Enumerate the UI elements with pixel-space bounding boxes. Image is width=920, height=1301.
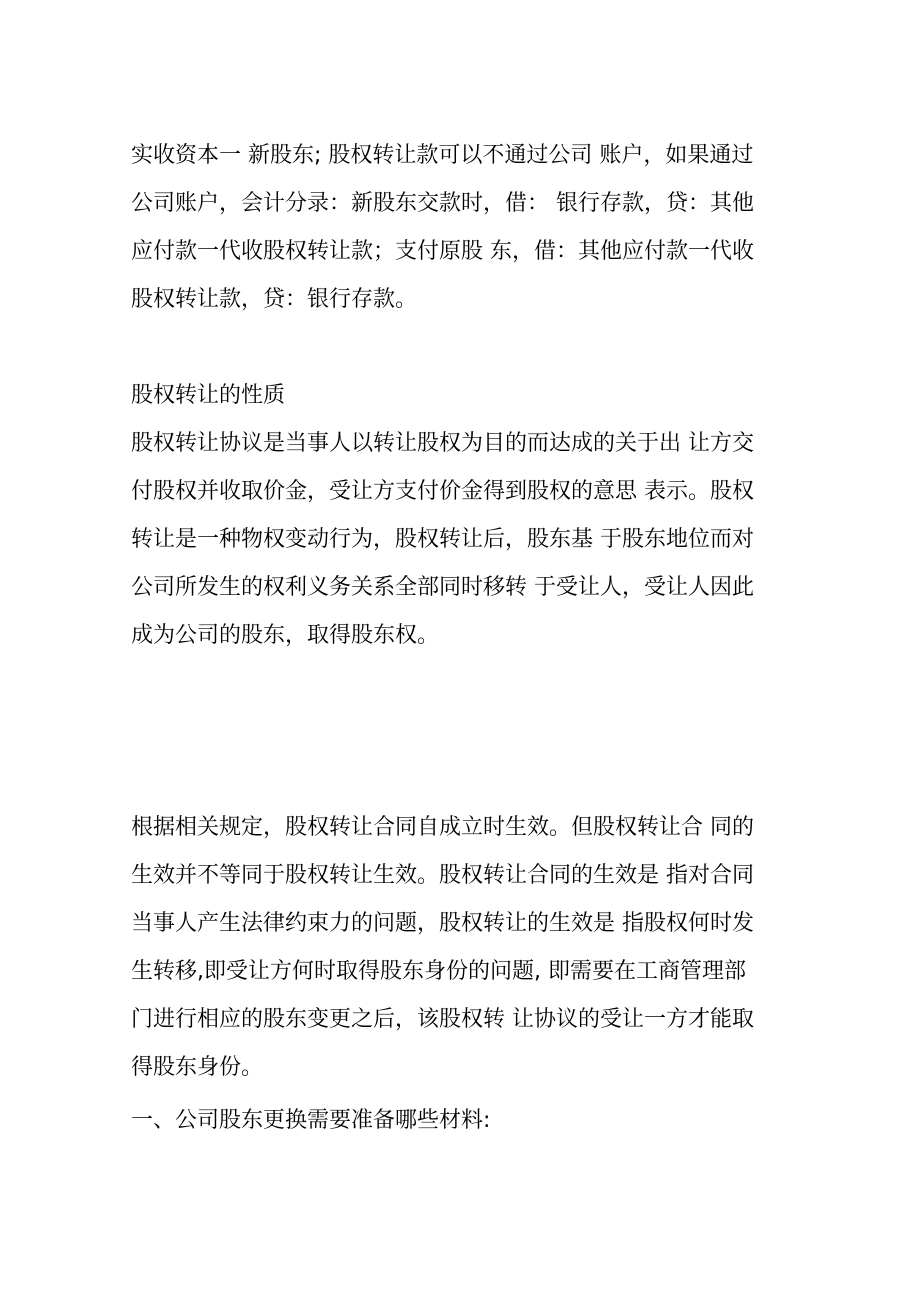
paragraph-2-line: 公司所发生的权利义务关系全部同时移转 于受让人，受让人因此: [131, 575, 754, 600]
paragraph-2-line: 转让是一种物权变动行为，股权转让后，股东基 于股东地位而对: [131, 527, 754, 552]
paragraph-1-line: 股权转让款，贷：银行存款。: [131, 287, 418, 312]
paragraph-2-line: 股权转让协议是当事人以转让股权为目的而达成的关于出 让方交: [131, 431, 754, 456]
paragraph-2-line: 成为公司的股东，取得股东权。: [131, 623, 440, 648]
paragraph-1-line: 应付款一代收股权转让款；支付原股 东，借：其他应付款一代收: [131, 239, 754, 264]
paragraph-1-line: 公司账户，会计分录：新股东交款时，借： 银行存款，贷：其他: [131, 191, 754, 216]
paragraph-3-line: 根据相关规定，股权转让合同自成立时生效。但股权转让合 同的: [131, 815, 754, 840]
section-heading-materials: 一、公司股东更换需要准备哪些材料:: [131, 1108, 491, 1133]
paragraph-3-line: 得股东身份。: [131, 1055, 264, 1080]
paragraph-3-line: 生效并不等同于股权转让生效。股权转让合同的生效是 指对合同: [131, 863, 754, 888]
paragraph-1-line: 实收资本一 新股东; 股权转让款可以不通过公司 账户，如果通过: [131, 143, 754, 168]
paragraph-3-line: 门进行相应的股东变更之后，该股权转 让协议的受让一方才能取: [131, 1007, 754, 1032]
paragraph-3-line: 生转移,即受让方何时取得股东身份的问题, 即需要在工商管理部: [131, 959, 746, 984]
paragraph-3-line: 当事人产生法律约束力的问题，股权转让的生效是 指股权何时发: [131, 911, 754, 936]
section-heading-nature: 股权转让的性质: [131, 383, 286, 408]
paragraph-2-line: 付股权并收取价金，受让方支付价金得到股权的意思 表示。股权: [131, 479, 754, 504]
